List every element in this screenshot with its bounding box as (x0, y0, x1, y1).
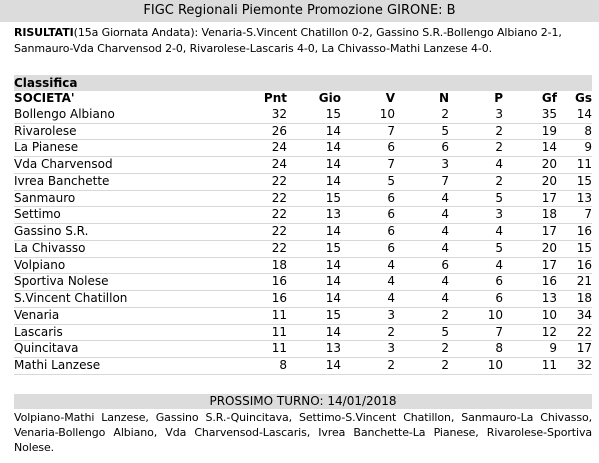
table-row (14, 190, 592, 207)
won-cell: 3 (341, 307, 395, 324)
page-title: FIGC Regionali Piemonte Promozione GIRONE: B (0, 0, 599, 22)
lost-cell: 3 (449, 107, 503, 123)
played-cell: 14 (287, 358, 341, 375)
goals-against-cell: 13 (557, 190, 592, 207)
played-cell: 14 (287, 224, 341, 241)
team-name-cell: Quincitava (14, 341, 212, 358)
team-name-cell: La Chivasso (14, 240, 212, 257)
table-row (14, 341, 592, 358)
won-cell: 5 (341, 173, 395, 190)
column-header-lost: P (494, 91, 503, 105)
lost-cell: 10 (449, 358, 503, 375)
lost-cell: 4 (449, 257, 503, 274)
goals-against-cell: 18 (557, 291, 592, 308)
played-cell: 14 (287, 257, 341, 274)
lost-cell: 5 (449, 240, 503, 257)
played-cell: 14 (287, 274, 341, 291)
points-cell: 11 (212, 324, 287, 341)
drawn-cell: 6 (395, 140, 449, 157)
won-cell: 7 (341, 157, 395, 174)
points-cell: 22 (212, 173, 287, 190)
table-row (14, 291, 592, 308)
drawn-cell: 3 (395, 157, 449, 174)
column-header-goals-against: Gs (575, 91, 592, 105)
goals-for-cell: 17 (503, 224, 557, 241)
played-cell: 14 (287, 324, 341, 341)
goals-against-cell: 22 (557, 324, 592, 341)
won-cell: 4 (341, 274, 395, 291)
column-header-drawn: N (438, 91, 449, 105)
table-row (14, 307, 592, 324)
goals-for-cell: 20 (503, 157, 557, 174)
won-cell: 6 (341, 140, 395, 157)
goals-against-cell: 15 (557, 173, 592, 190)
drawn-cell: 4 (395, 207, 449, 224)
goals-for-cell: 20 (503, 173, 557, 190)
results-text: (15a Giornata Andata): Venaria-S.Vincent Chatillon 0-2, Gassino S.R.-Bollengo Albiano 2-1, Sanmauro-Vda Charvensod 2-0, Rivarolese-Lascaris 4-0, La Chivasso-Mathi Lanzese 4-0. (14, 26, 562, 55)
points-cell: 22 (212, 240, 287, 257)
goals-for-cell: 12 (503, 324, 557, 341)
team-name-cell: Bollengo Albiano (14, 107, 212, 123)
goals-for-cell: 11 (503, 358, 557, 375)
next-round-fixtures: Volpiano-Mathi Lanzese, Gassino S.R.-Quincitava, Settimo-S.Vincent Chatillon, Sanmauro-La Chivasso, Venaria-Bollengo Albiano, Vda Charvensod-Lascaris, Ivrea Banchette-La Pianese, Rivarolese-Sportiva Nolese. (14, 411, 592, 454)
results-label: RISULTATI (14, 26, 74, 39)
goals-against-cell: 16 (557, 257, 592, 274)
points-cell: 11 (212, 307, 287, 324)
team-name-cell: Mathi Lanzese (14, 358, 212, 375)
standings-body (14, 107, 592, 375)
column-header-team: SOCIETA' (14, 91, 75, 105)
won-cell: 6 (341, 224, 395, 241)
points-cell: 26 (212, 123, 287, 140)
points-cell: 22 (212, 207, 287, 224)
goals-against-cell: 11 (557, 157, 592, 174)
team-name-cell: Rivarolese (14, 123, 212, 140)
points-cell: 16 (212, 274, 287, 291)
won-cell: 4 (341, 291, 395, 308)
played-cell: 15 (287, 240, 341, 257)
played-cell: 14 (287, 123, 341, 140)
goals-against-cell: 9 (557, 140, 592, 157)
won-cell: 6 (341, 207, 395, 224)
lost-cell: 6 (449, 274, 503, 291)
played-cell: 14 (287, 140, 341, 157)
lost-cell: 10 (449, 307, 503, 324)
drawn-cell: 4 (395, 274, 449, 291)
lost-cell: 7 (449, 324, 503, 341)
team-name-cell: La Pianese (14, 140, 212, 157)
won-cell: 6 (341, 240, 395, 257)
played-cell: 15 (287, 107, 341, 123)
table-row (14, 240, 592, 257)
lost-cell: 6 (449, 291, 503, 308)
column-header-played: Gio (318, 91, 341, 105)
goals-against-cell: 32 (557, 358, 592, 375)
played-cell: 14 (287, 291, 341, 308)
standings-table (14, 91, 592, 375)
played-cell: 15 (287, 190, 341, 207)
played-cell: 15 (287, 307, 341, 324)
won-cell: 2 (341, 358, 395, 375)
table-row (14, 324, 592, 341)
goals-for-cell: 9 (503, 341, 557, 358)
won-cell: 3 (341, 341, 395, 358)
points-cell: 18 (212, 257, 287, 274)
goals-against-cell: 7 (557, 207, 592, 224)
points-cell: 8 (212, 358, 287, 375)
lost-cell: 2 (449, 173, 503, 190)
table-row (14, 140, 592, 157)
goals-against-cell: 15 (557, 240, 592, 257)
table-header-row (14, 91, 592, 107)
drawn-cell: 2 (395, 107, 449, 123)
team-name-cell: Settimo (14, 207, 212, 224)
points-cell: 24 (212, 157, 287, 174)
points-cell: 22 (212, 224, 287, 241)
table-row (14, 207, 592, 224)
won-cell: 4 (341, 257, 395, 274)
column-header-points: Pnt (263, 91, 287, 105)
goals-for-cell: 19 (503, 123, 557, 140)
team-name-cell: Lascaris (14, 324, 212, 341)
goals-against-cell: 21 (557, 274, 592, 291)
results-block (14, 25, 592, 57)
played-cell: 13 (287, 207, 341, 224)
goals-for-cell: 13 (503, 291, 557, 308)
won-cell: 2 (341, 324, 395, 341)
column-header-goals-for: Gf (541, 91, 557, 105)
drawn-cell: 7 (395, 173, 449, 190)
points-cell: 11 (212, 341, 287, 358)
table-row (14, 157, 592, 174)
won-cell: 6 (341, 190, 395, 207)
points-cell: 16 (212, 291, 287, 308)
table-row (14, 224, 592, 241)
team-name-cell: S.Vincent Chatillon (14, 291, 212, 308)
played-cell: 14 (287, 157, 341, 174)
drawn-cell: 2 (395, 341, 449, 358)
table-row (14, 358, 592, 375)
column-header-won: V (385, 91, 395, 105)
drawn-cell: 5 (395, 324, 449, 341)
table-row (14, 257, 592, 274)
table-row (14, 123, 592, 140)
lost-cell: 2 (449, 123, 503, 140)
team-name-cell: Vda Charvensod (14, 157, 212, 174)
points-cell: 24 (212, 140, 287, 157)
lost-cell: 4 (449, 157, 503, 174)
goals-for-cell: 35 (503, 107, 557, 123)
lost-cell: 3 (449, 207, 503, 224)
won-cell: 7 (341, 123, 395, 140)
team-name-cell: Venaria (14, 307, 212, 324)
lost-cell: 8 (449, 341, 503, 358)
team-name-cell: Volpiano (14, 257, 212, 274)
goals-against-cell: 14 (557, 107, 592, 123)
points-cell: 22 (212, 190, 287, 207)
goals-against-cell: 17 (557, 341, 592, 358)
table-row (14, 274, 592, 291)
goals-for-cell: 17 (503, 190, 557, 207)
drawn-cell: 4 (395, 224, 449, 241)
goals-for-cell: 20 (503, 240, 557, 257)
lost-cell: 2 (449, 140, 503, 157)
drawn-cell: 2 (395, 307, 449, 324)
goals-against-cell: 8 (557, 123, 592, 140)
played-cell: 14 (287, 173, 341, 190)
goals-for-cell: 10 (503, 307, 557, 324)
team-name-cell: Ivrea Banchette (14, 173, 212, 190)
points-cell: 32 (212, 107, 287, 123)
drawn-cell: 4 (395, 240, 449, 257)
drawn-cell: 4 (395, 291, 449, 308)
goals-for-cell: 17 (503, 257, 557, 274)
team-name-cell: Sanmauro (14, 190, 212, 207)
drawn-cell: 4 (395, 190, 449, 207)
table-row (14, 107, 592, 123)
goals-for-cell: 18 (503, 207, 557, 224)
goals-against-cell: 16 (557, 224, 592, 241)
lost-cell: 4 (449, 224, 503, 241)
table-row (14, 173, 592, 190)
played-cell: 13 (287, 341, 341, 358)
goals-for-cell: 16 (503, 274, 557, 291)
next-round-title: PROSSIMO TURNO: 14/01/2018 (14, 394, 592, 409)
drawn-cell: 2 (395, 358, 449, 375)
team-name-cell: Gassino S.R. (14, 224, 212, 241)
lost-cell: 5 (449, 190, 503, 207)
drawn-cell: 5 (395, 123, 449, 140)
team-name-cell: Sportiva Nolese (14, 274, 212, 291)
goals-for-cell: 14 (503, 140, 557, 157)
drawn-cell: 6 (395, 257, 449, 274)
won-cell: 10 (341, 107, 395, 123)
goals-against-cell: 34 (557, 307, 592, 324)
standings-title: Classifica (14, 75, 592, 91)
